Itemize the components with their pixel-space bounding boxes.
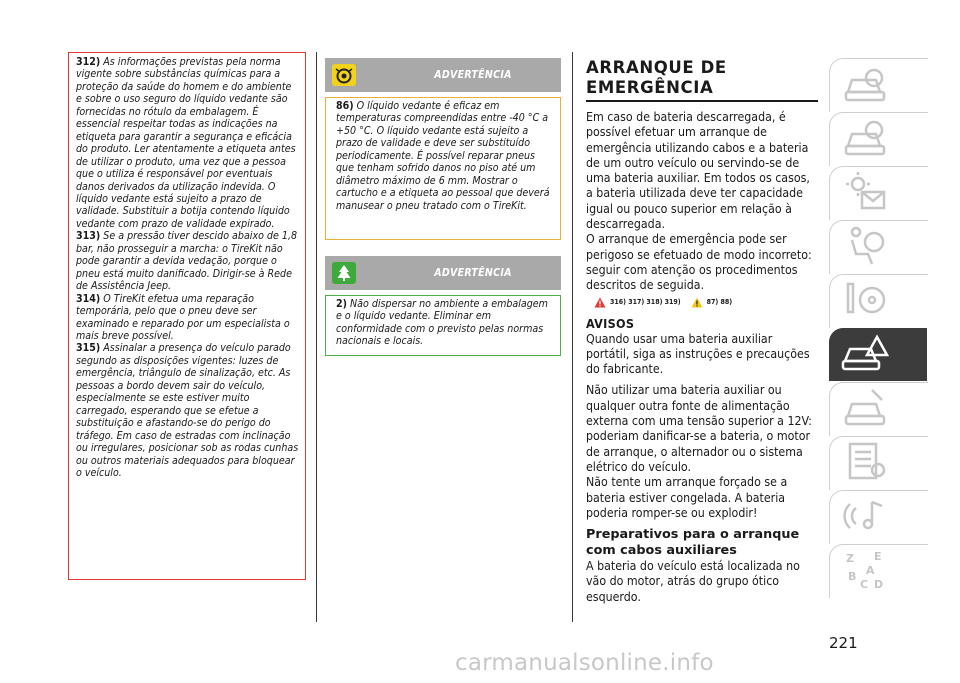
svg-text:C: C — [860, 578, 869, 591]
warning-title: ADVERTÊNCIA — [434, 267, 512, 279]
intro-paragraph-2: O arranque de emergência pode ser perigoso se efetuado de modo incorreto: seguir com atenção os procedimentos descritos de seguida. — [586, 232, 812, 293]
warning-header-1 — [325, 58, 561, 92]
tab-service[interactable] — [829, 382, 928, 436]
avisos-heading: AVISOS — [586, 315, 635, 331]
column-divider — [316, 52, 317, 622]
svg-text:B: B — [848, 570, 857, 583]
svg-text:A: A — [866, 564, 875, 577]
subsection-paragraph: A bateria do veículo está localizada no vão do motor, atrás do grupo ótico esquerdo. — [586, 559, 800, 604]
tire-warning-icon — [332, 64, 356, 86]
car-info-icon — [842, 116, 890, 160]
avisos-paragraph: Não tente um arranque forçado se a bateria estiver congelada. A bateria poderia romper-se ou explodir! — [586, 475, 788, 520]
airbag-seat-icon — [842, 224, 890, 268]
column-divider — [572, 52, 573, 622]
environment-tree-icon — [332, 262, 356, 284]
steering-wheel-icon — [842, 278, 890, 322]
tab-safety[interactable] — [829, 220, 928, 274]
index-alphabet-icon — [842, 548, 890, 592]
footer-watermark: carmanualsonline.info — [455, 650, 714, 676]
tab-emergency[interactable] — [829, 328, 927, 381]
tab-starting-driving[interactable] — [829, 274, 928, 328]
warning-lights-icon — [842, 170, 890, 214]
warning-title: ADVERTÊNCIA — [434, 69, 512, 81]
emergency-start-section — [586, 58, 818, 605]
car-service-icon — [842, 386, 890, 430]
note-314: 314) O TireKit efetua uma reparação temporária, pelo que o pneu deve ser examinado e reparado por um especialista o mais breve possível. — [76, 292, 290, 342]
subsection-title: Preparativos para o arranque com cabos auxiliares — [586, 527, 800, 558]
avisos-paragraph: Quando usar uma bateria auxiliar portátil, siga as instruções e precauções do fabricante. — [586, 331, 810, 377]
reference-list: 316) 317) 318) 319) 87) 88) — [594, 297, 818, 308]
tab-multimedia[interactable] — [829, 490, 928, 544]
note-312: 312) As informações previstas pela norma vigente sobre substâncias químicas para a proteção da saúde do homem e do ambiente e sobre o uso seguro do líquido vedante são fornecidas no rótulo da embalagem. É essencial respeitar todas as indicações na etiqueta para garantir a segurança e eficácia do produto. Ler atentamente a etiqueta antes de utilizar o produto, uma vez que a pessoa que o utiliza é responsável por eventuais danos derivados da utilização indevida. O líquido vedante está sujeito a prazo de validade. Substituir a botija contendo líquido vedante com prazo de validade expirado. — [76, 56, 296, 230]
svg-text:E: E — [874, 550, 882, 563]
technical-data-icon — [842, 440, 890, 484]
warning-box-1: 86) O líquido vedante é eficaz em temperaturas compreendidas entre -40 °C a +50 °C. O líquido vedante está sujeito a prazo de validade e deve ser substituído periodicamente. É possível reparar pneus que tenham sofrido danos no piso até um diâmetro máximo de 6 mm. Mostrar o cartucho e a etiqueta ao pessoal que deverá manusear o pneu tratado com o TireKit. — [325, 97, 561, 240]
tab-technical-data[interactable] — [829, 436, 928, 490]
page-number: 221 — [829, 634, 858, 652]
car-emergency-icon — [841, 331, 889, 375]
svg-text:D: D — [874, 578, 884, 591]
caution-triangle-icon — [691, 297, 703, 308]
intro-paragraph: Em caso de bateria descarregada, é possível efetuar um arranque de emergência utilizando cabos e a bateria de um outro veículo ou servindo-se de uma bateria auxiliar. Em todos os casos, a bateria utilizada deve ter capacidade igual ou pouco superior em relação à descarregada. — [586, 110, 810, 232]
danger-triangle-icon — [594, 297, 606, 308]
tab-dashboard[interactable] — [829, 58, 928, 112]
section-title: ARRANQUE DE EMERGÊNCIA — [586, 58, 727, 97]
warning-header-2 — [325, 256, 561, 290]
title-underline — [586, 100, 818, 102]
svg-text:Z: Z — [846, 552, 854, 565]
car-dashboard-icon — [842, 62, 890, 106]
safety-notes-box — [68, 52, 306, 580]
note-315: 315) Assinalar a presença do veículo parado segundo as disposições vigentes: luzes de emergência, triângulo de sinalização, etc. As pessoas a bordo devem sair do veículo, especialmente se este estiver muito carregado, esperando que se efetue a substituição e afastando-se do perigo do tráfego. Em caso de estradas com inclinação ou irregulares, posicionar sob as rodas cunhas ou outros materiais adequados para bloquear o veículo. — [76, 342, 299, 479]
warning-box-2: 2) Não dispersar no ambiente a embalagem e o líquido vedante. Eliminar em conformidade com o previsto pelas normas nacionais e locais. — [325, 295, 561, 356]
note-313: 313) Se a pressão tiver descido abaixo de 1,8 bar, não prosseguir a marcha: o TireKit não pode garantir a devida vedação, porque o pneu está muito danificado. Dirigir-se à Rede de Assistência Jeep. — [76, 230, 298, 293]
tab-warning-lights[interactable] — [829, 166, 928, 220]
tab-index[interactable] — [829, 544, 928, 598]
tab-car-info[interactable] — [829, 112, 928, 166]
avisos-paragraph: Não utilizar uma bateria auxiliar ou qualquer outra fonte de alimentação externa com uma tensão superior a 12V: poderiam danificar-se a bateria, o motor de arranque, o alternador ou o sistema elétrico do veículo. — [586, 383, 812, 474]
multimedia-icon — [842, 494, 890, 538]
